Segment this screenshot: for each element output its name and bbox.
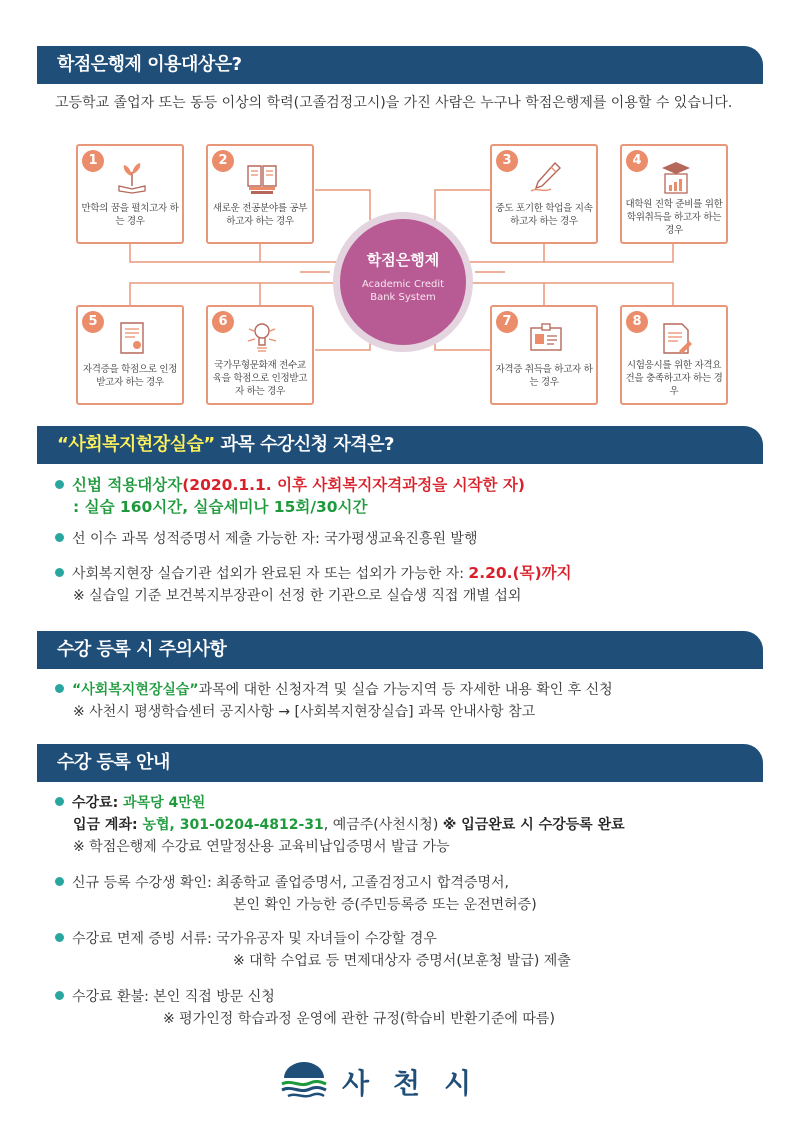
item-text: 수강료 면제 증빙 서류: 국가유공자 및 자녀들이 수강할 경우 bbox=[72, 931, 437, 947]
deadline-date: 2.20.(목)까지 bbox=[468, 564, 572, 582]
account-label: 입금 계좌: bbox=[73, 817, 143, 833]
item-text: 과목에 대한 신청자격 및 실습 가능지역 등 자세한 내용 확인 후 신청 bbox=[198, 682, 613, 698]
list-item bbox=[55, 679, 613, 723]
credit-bank-center bbox=[333, 212, 473, 352]
account-bank: 농협 bbox=[142, 817, 170, 833]
list-item bbox=[55, 986, 555, 1030]
eligibility-card bbox=[490, 144, 598, 244]
eligibility-card bbox=[620, 305, 728, 405]
eligibility-card bbox=[76, 305, 184, 405]
plant-book-icon bbox=[113, 160, 151, 194]
card-number: 4 bbox=[626, 150, 648, 172]
section-title: 수강 등록 안내 bbox=[57, 752, 170, 773]
section-banner-registration bbox=[37, 744, 763, 782]
card-number: 2 bbox=[212, 150, 234, 172]
item-note: ※ 사천시 평생학습센터 공지사항 → [사회복지현장실습] 과목 안내사항 참고 bbox=[73, 704, 536, 720]
bullet-icon bbox=[55, 991, 64, 1000]
section-title: 과목 수강신청 자격은? bbox=[214, 434, 394, 455]
new-law-hours: : 실습 160시간, 실습세미나 15회/30시간 bbox=[73, 498, 368, 516]
item-note: ※ 실습일 기준 보건복지부장관이 선정 한 기관으로 실습생 직접 개별 섭외 bbox=[73, 588, 522, 604]
bullet-icon bbox=[55, 568, 64, 577]
account-separator: , bbox=[169, 817, 180, 833]
exam-doc-icon bbox=[657, 321, 695, 355]
section-banner-practicum bbox=[37, 426, 763, 464]
item-note: ※ 평가인정 학습과정 운영에 관한 규정(학습비 반환기준에 따름) bbox=[163, 1011, 555, 1027]
city-name: 사천시 bbox=[342, 1067, 496, 1100]
eligibility-diagram bbox=[60, 140, 745, 410]
item-text: 신규 등록 수강생 확인: 최종학교 졸업증명서, 고졸검정고시 합격증명서, bbox=[72, 875, 509, 891]
account-number: 301-0204-4812-31 bbox=[179, 817, 324, 833]
new-law-condition: (2020.1.1. 이후 사회복지자격과정을 시작한 자) bbox=[182, 476, 525, 494]
account-holder: , 예금주(사천시청) bbox=[323, 817, 443, 833]
eligibility-card bbox=[206, 144, 314, 244]
bullet-icon bbox=[55, 877, 64, 886]
bullet-icon bbox=[55, 797, 64, 806]
center-subtitle-2: Bank System bbox=[370, 292, 436, 303]
section-banner-cautions bbox=[37, 631, 763, 669]
list-item bbox=[55, 474, 525, 518]
card-number: 8 bbox=[626, 311, 648, 333]
fee-value: 과목당 4만원 bbox=[123, 795, 206, 811]
account-note: ※ 입금완료 시 수강등록 완료 bbox=[442, 817, 625, 833]
card-text: 시험응시를 위한 자격요건을 충족하고자 하는 경우 bbox=[625, 360, 723, 397]
item-note: ※ 학점은행제 수강료 연말정산용 교육비납입증명서 발급 가능 bbox=[73, 839, 450, 855]
id-card-icon bbox=[527, 321, 565, 355]
new-law-label: 신법 적용대상자 bbox=[72, 476, 183, 494]
card-number: 5 bbox=[82, 311, 104, 333]
eligibility-card bbox=[206, 305, 314, 405]
card-text: 자격증 취득을 하고자 하는 경우 bbox=[495, 364, 593, 388]
graduation-chart-icon bbox=[657, 160, 695, 194]
card-text: 국가무형문화재 전수교육을 학점으로 인정받고자 하는 경우 bbox=[212, 360, 308, 397]
eligibility-card bbox=[76, 144, 184, 244]
books-icon bbox=[243, 160, 281, 194]
section-title-highlight: “사회복지현장실습” bbox=[57, 434, 215, 455]
section-title: 학점은행제 이용대상은? bbox=[57, 54, 242, 75]
center-title: 학점은행제 bbox=[366, 251, 440, 269]
heritage-icon bbox=[243, 321, 281, 355]
bullet-icon bbox=[55, 480, 64, 489]
pen-icon bbox=[527, 160, 565, 194]
bullet-icon bbox=[55, 933, 64, 942]
bullet-icon bbox=[55, 533, 64, 542]
card-text: 새로운 전공분야를 공부하고자 하는 경우 bbox=[212, 203, 308, 227]
fee-label: 수강료: bbox=[72, 795, 124, 811]
sacheon-city-emblem-icon bbox=[280, 1060, 328, 1100]
card-number: 6 bbox=[212, 311, 234, 333]
card-number: 1 bbox=[82, 150, 104, 172]
list-item bbox=[55, 562, 572, 607]
card-number: 3 bbox=[496, 150, 518, 172]
card-number: 7 bbox=[496, 311, 518, 333]
bullet-icon bbox=[55, 684, 64, 693]
intro-text: 고등학교 졸업자 또는 동등 이상의 학력(고졸검정고시)을 가진 사람은 누구나 학점은행제를 이용할 수 있습니다. bbox=[55, 95, 733, 111]
item-text: 선 이수 과목 성적증명서 제출 가능한 자: 국가평생교육진흥원 발행 bbox=[72, 531, 478, 547]
item-note: ※ 대학 수업료 등 면제대상자 증명서(보훈청 발급) 제출 bbox=[233, 953, 571, 969]
city-logo bbox=[280, 1060, 530, 1102]
card-text: 만학의 꿈을 펼치고자 하는 경우 bbox=[81, 203, 179, 227]
eligibility-card bbox=[490, 305, 598, 405]
list-item bbox=[55, 928, 571, 972]
certificate-icon bbox=[113, 321, 151, 355]
list-item bbox=[55, 872, 537, 916]
center-subtitle-1: Academic Credit bbox=[361, 279, 445, 290]
card-text: 자격증을 학점으로 인정받고자 하는 경우 bbox=[82, 364, 178, 388]
card-text: 중도 포기한 학업을 지속하고자 하는 경우 bbox=[495, 203, 593, 227]
item-text: 사회복지현장 실습기관 섭외가 완료된 자 또는 섭외가 가능한 자: bbox=[72, 566, 469, 582]
list-item bbox=[55, 792, 625, 858]
card-text: 대학원 진학 준비를 위한 학위취득을 하고자 하는 경우 bbox=[625, 199, 723, 236]
subject-name: “사회복지현장실습” bbox=[72, 682, 199, 698]
section-title: 수강 등록 시 주의사항 bbox=[57, 639, 227, 660]
section-banner-eligibility bbox=[37, 46, 763, 84]
list-item bbox=[55, 528, 477, 550]
item-text: 수강료 환불: 본인 직접 방문 신청 bbox=[72, 989, 275, 1005]
item-text-cont: 본인 확인 가능한 증(주민등록증 또는 운전면허증) bbox=[233, 897, 537, 913]
eligibility-card bbox=[620, 144, 728, 244]
